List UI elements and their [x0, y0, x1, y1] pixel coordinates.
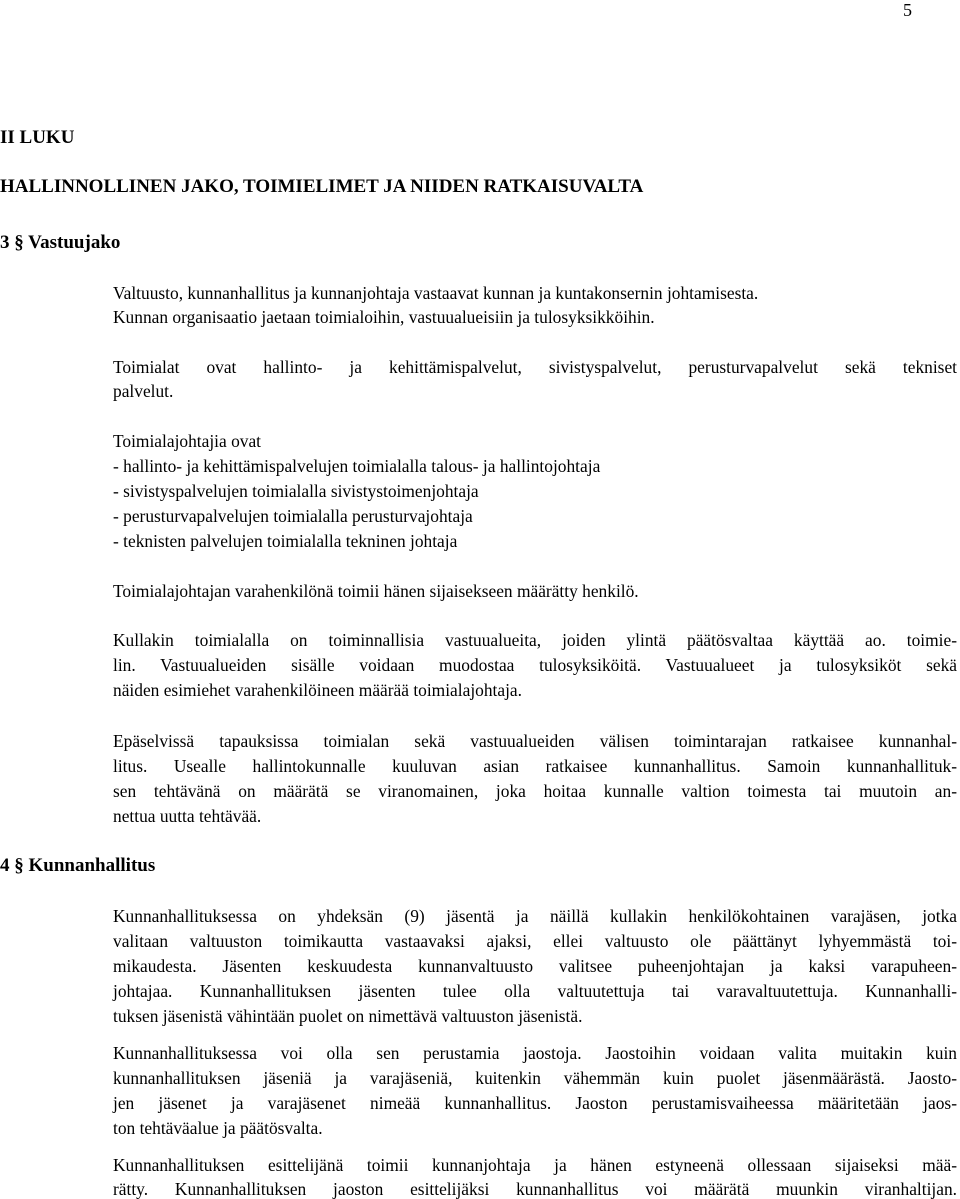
section-3-heading: 3 § Vastuujako: [0, 232, 121, 253]
paragraph-line: valitaan valtuuston toimikautta vastaavaksi ajaksi, ellei valtuusto ole päättänyt lyhyemmästä toi-: [113, 931, 957, 951]
chapter-label: II LUKU: [0, 127, 75, 148]
list-item: - sivistyspalvelujen toimialalla sivistystoimenjohtaja: [113, 481, 479, 501]
paragraph-line: johtajaa. Kunnanhallituksen jäsenten tulee olla valtuutettuja tai varavaltuutettuja. Kunnanhalli-: [113, 981, 957, 1001]
section-4-heading: 4 § Kunnanhallitus: [0, 855, 156, 876]
paragraph-line: tuksen jäsenistä vähintään puolet on nimettävä valtuuston jäsenistä.: [113, 1006, 583, 1026]
paragraph-line: lin. Vastuualueiden sisälle voidaan muodostaa tulosyksiköitä. Vastuualueet ja tulosyksiköt sekä: [113, 655, 957, 675]
list-item: - hallinto- ja kehittämispalvelujen toimialalla talous- ja hallintojohtaja: [113, 456, 601, 476]
paragraph-line: Toimialat ovat hallinto- ja kehittämispalvelut, sivistyspalvelut, perusturvapalvelut sekä tekniset: [113, 357, 957, 377]
paragraph-line: rätty. Kunnanhallituksen jaoston esittelijäksi kunnanhallitus voi määrätä muunkin viranhaltijan.: [113, 1179, 957, 1199]
list-intro: Toimialajohtajia ovat: [113, 431, 262, 451]
list-item: - perusturvapalvelujen toimialalla perusturvajohtaja: [113, 506, 473, 526]
paragraph-line: kunnanhallituksen jäseniä ja varajäseniä, kuitenkin vähemmän kuin puolet jäsenmäärästä. Jaosto-: [113, 1068, 957, 1088]
paragraph-line: mikaudesta. Jäsenten keskuudesta kunnanvaltuusto valitsee puheenjohtajan ja kaksi varapuheen-: [113, 956, 957, 976]
list-item: - teknisten palvelujen toimialalla tekninen johtaja: [113, 531, 458, 551]
paragraph-line: Epäselvissä tapauksissa toimialan sekä vastuualueiden välisen toimintarajan ratkaisee kunnanhal-: [113, 731, 957, 751]
paragraph-line: Valtuusto, kunnanhallitus ja kunnanjohtaja vastaavat kunnan ja kuntakonsernin johtamisesta.: [113, 283, 759, 303]
paragraph-line: Kunnanhallituksessa on yhdeksän (9) jäsentä ja näillä kullakin henkilökohtainen varajäsen, jotka: [113, 906, 957, 926]
paragraph-line: Kullakin toimialalla on toiminnallisia vastuualueita, joiden ylintä päätösvaltaa käyttää ao. toimie-: [113, 630, 957, 650]
paragraph-line: litus. Usealle hallintokunnalle kuuluvan asian ratkaisee kunnanhallitus. Samoin kunnanhallituk-: [113, 756, 957, 776]
paragraph-line: jen jäsenet ja varajäsenet nimeää kunnanhallitus. Jaoston perustamisvaiheessa määritetään jaos-: [113, 1093, 957, 1113]
paragraph-line: nettua uutta tehtävää.: [113, 806, 262, 826]
page-number: 5: [903, 0, 912, 20]
paragraph-line: Kunnan organisaatio jaetaan toimialoihin, vastuualueisiin ja tulosyksikköihin.: [113, 307, 655, 327]
paragraph-line: Kunnanhallituksessa voi olla sen perustamia jaostoja. Jaostoihin voidaan valita muitakin kuin: [113, 1043, 957, 1063]
paragraph-line: palvelut.: [113, 381, 174, 401]
paragraph-line: Toimialajohtajan varahenkilönä toimii hänen sijaisekseen määrätty henkilö.: [113, 581, 639, 601]
paragraph-line: ton tehtäväalue ja päätösvalta.: [113, 1118, 323, 1138]
paragraph-line: Kunnanhallituksen esittelijänä toimii kunnanjohtaja ja hänen estyneenä ollessaan sijaiseksi mää-: [113, 1155, 957, 1175]
chapter-title: HALLINNOLLINEN JAKO, TOIMIELIMET JA NIIDEN RATKAISUVALTA: [0, 176, 644, 197]
paragraph-line: sen tehtävänä on määrätä se viranomainen, joka hoitaa kunnalle valtion toimesta tai muutoin an-: [113, 781, 957, 801]
paragraph-line: näiden esimiehet varahenkilöineen määrää toimialajohtaja.: [113, 680, 522, 700]
